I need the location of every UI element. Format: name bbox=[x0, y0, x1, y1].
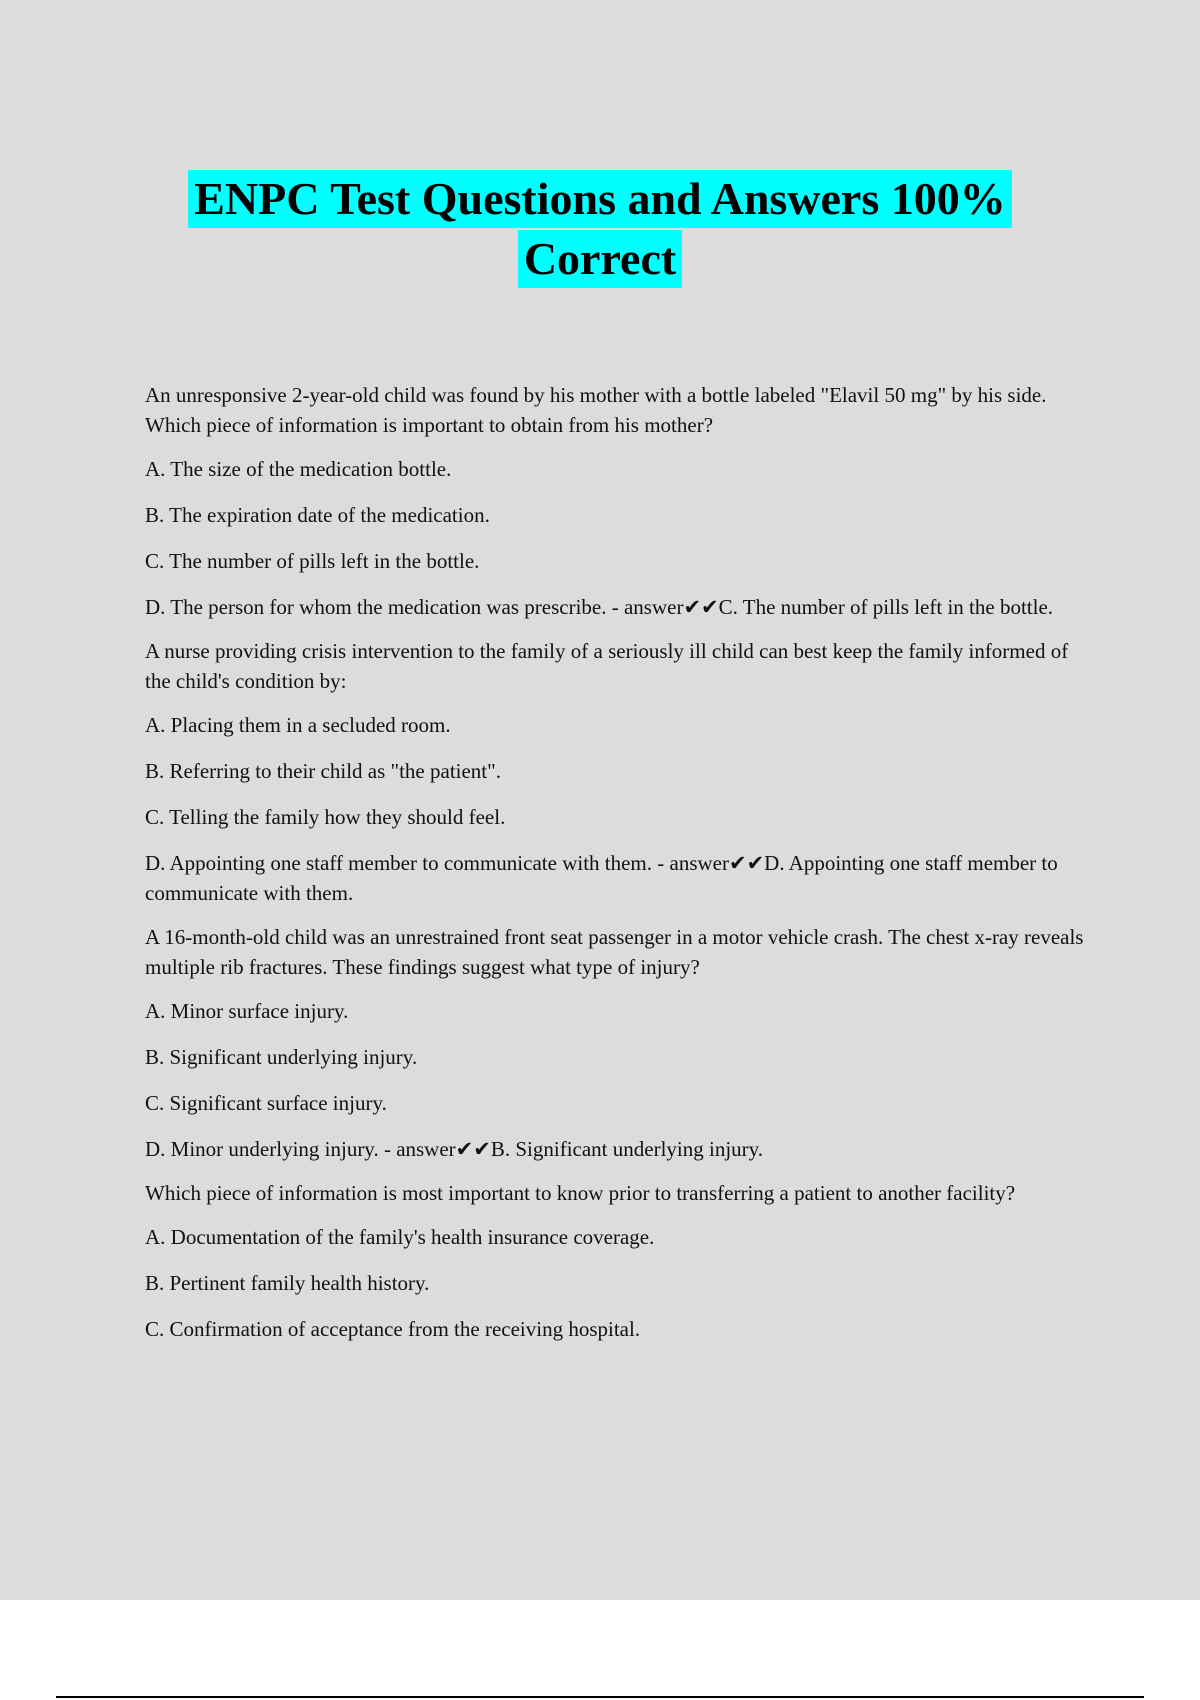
answer-option: C. Telling the family how they should feel. bbox=[145, 805, 506, 829]
question-stem: A 16-month-old child was an unrestrained front seat passenger in a motor vehicle crash. The chest x-ray reveals multiple rib fractures. These findings suggest what type of injury? bbox=[145, 925, 1084, 979]
answer-option: B. Pertinent family health history. bbox=[145, 1271, 430, 1295]
answer-option: B. Significant underlying injury. bbox=[145, 1045, 418, 1069]
question-block-1 bbox=[145, 380, 1095, 622]
answer-option: B. The expiration date of the medication. bbox=[145, 503, 490, 527]
footer-divider bbox=[56, 1696, 1144, 1698]
answer-option: C. Significant surface injury. bbox=[145, 1091, 387, 1115]
answer-option: A. The size of the medication bottle. bbox=[145, 457, 452, 481]
answer-option: C. Confirmation of acceptance from the receiving hospital. bbox=[145, 1317, 641, 1341]
answer-option-with-key: D. Minor underlying injury. - answer✔✔B. Significant underlying injury. bbox=[145, 1137, 764, 1161]
question-block-2 bbox=[145, 636, 1095, 908]
document-title bbox=[0, 170, 1200, 290]
answer-option-with-key: D. Appointing one staff member to communicate with them. - answer✔✔D. Appointing one staff member to communicate with them. bbox=[145, 851, 1058, 905]
answer-option: A. Documentation of the family's health insurance coverage. bbox=[145, 1225, 655, 1249]
title-line-2: Correct bbox=[518, 230, 682, 288]
question-stem: An unresponsive 2-year-old child was found by his mother with a bottle labeled "Elavil 50 mg" by his side. Which piece of information is important to obtain from his mother? bbox=[145, 383, 1047, 437]
answer-option: A. Minor surface injury. bbox=[145, 999, 349, 1023]
question-stem: Which piece of information is most important to know prior to transferring a patient to another facility? bbox=[145, 1181, 1016, 1205]
question-list bbox=[145, 380, 1095, 1360]
question-block-3 bbox=[145, 922, 1095, 1164]
answer-option-with-key: D. The person for whom the medication was prescribe. - answer✔✔C. The number of pills left in the bottle. bbox=[145, 595, 1054, 619]
answer-option: A. Placing them in a secluded room. bbox=[145, 713, 451, 737]
answer-option: B. Referring to their child as "the patient". bbox=[145, 759, 501, 783]
title-line-1: ENPC Test Questions and Answers 100% bbox=[188, 170, 1012, 228]
answer-option: C. The number of pills left in the bottle. bbox=[145, 549, 480, 573]
question-block-4 bbox=[145, 1178, 1095, 1344]
question-stem: A nurse providing crisis intervention to the family of a seriously ill child can best keep the family informed of the child's condition by: bbox=[145, 639, 1069, 693]
